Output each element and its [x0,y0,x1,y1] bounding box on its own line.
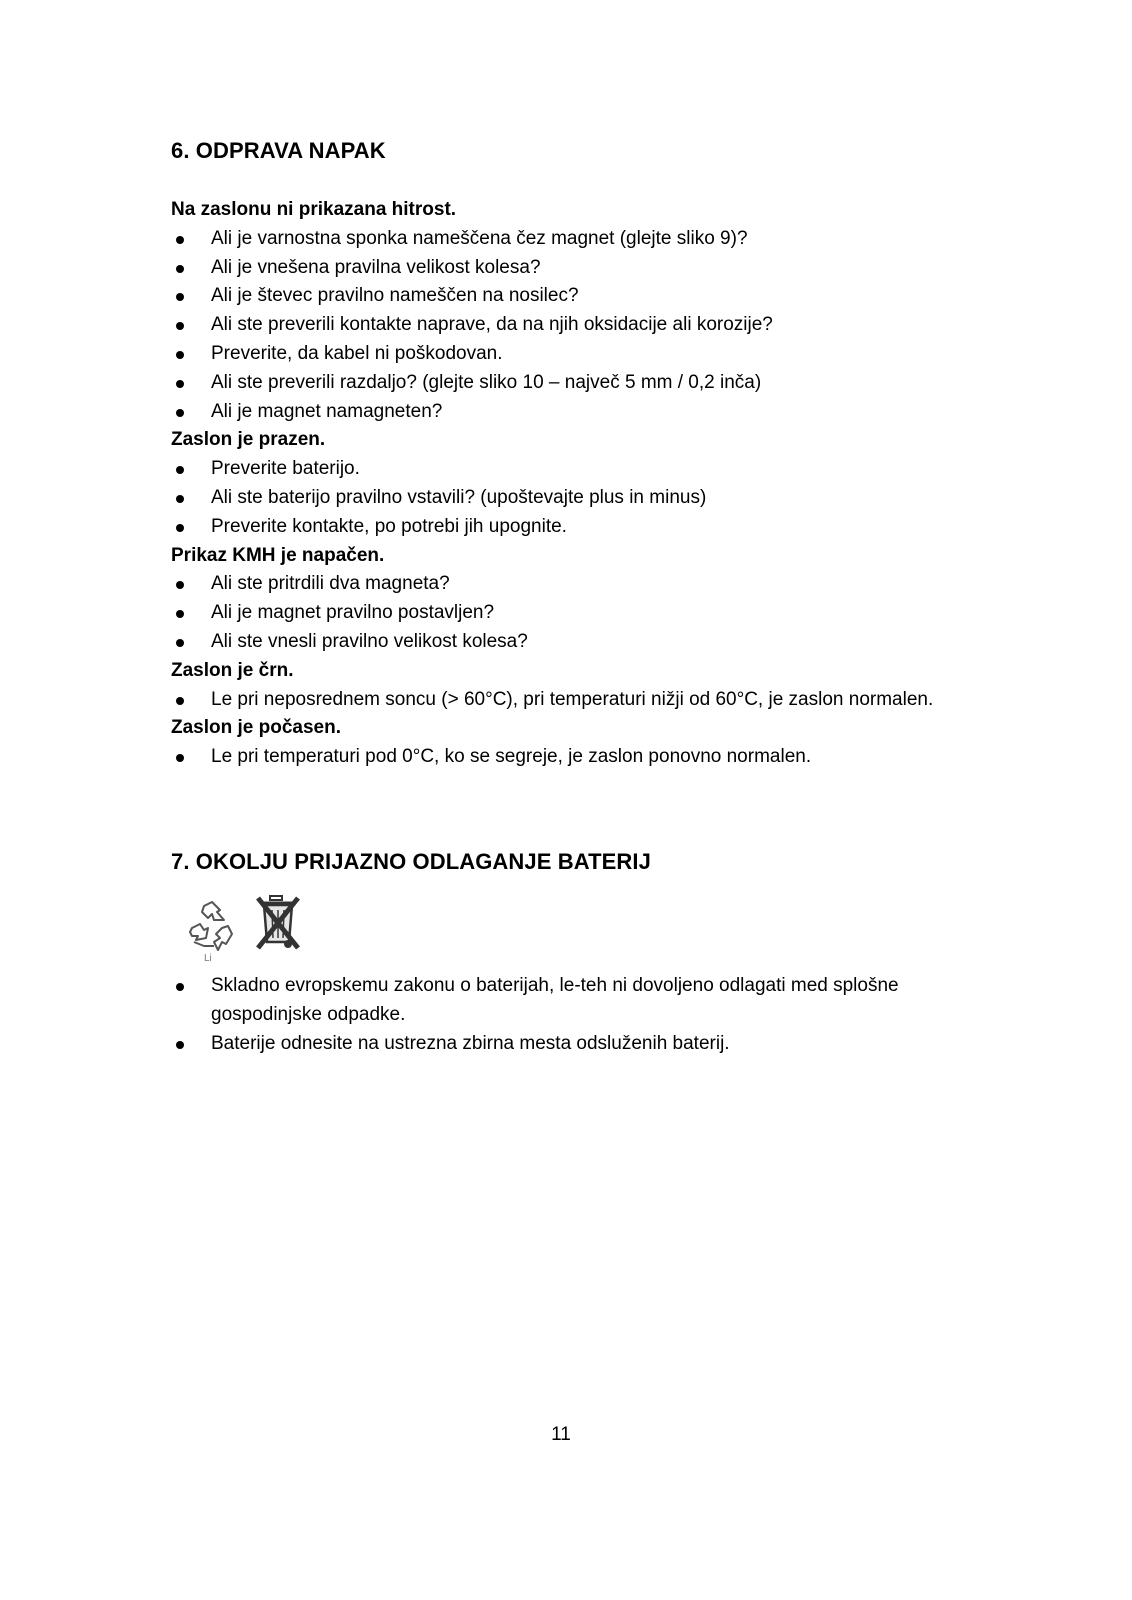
list-item-text: Ali ste baterijo pravilno vstavili? (upoštevajte plus in minus) [211,486,707,508]
list-item-text: Preverite kontakte, po potrebi jih upognite. [211,515,567,537]
troubleshooting-list [171,196,971,772]
document-page [171,0,971,1600]
bullet-icon [176,1041,184,1049]
bullet-icon [176,236,184,244]
list-item [171,484,971,513]
bullet-icon [176,754,184,762]
list-item [171,254,971,283]
list-item [171,972,971,1030]
bullet-icon [176,265,184,273]
section-6-heading: 6. ODPRAVA NAPAK [171,138,386,163]
group-title: Prikaz KMH je napačen. [171,544,385,566]
section-7-heading: 7. OKOLJU PRIJAZNO ODLAGANJE BATERIJ [171,849,651,874]
list-item-text: Ali ste preverili kontakte naprave, da na njih oksidacije ali korozije? [211,314,773,336]
list-item-text: Le pri temperaturi pod 0°C, ko se segreje, je zaslon ponovno normalen. [211,746,812,768]
list-item-text: Ali ste preverili razdaljo? (glejte sliko 10 – največ 5 mm / 0,2 inča) [211,371,762,393]
list-item [171,225,971,254]
list-item-text: Preverite, da kabel ni poškodovan. [211,342,503,364]
bullet-list [171,686,971,715]
list-item-text: Skladno evropskemu zakonu o baterijah, le-teh ni dovoljeno odlagati med splošne gospodinjske odpadke. [211,975,899,1025]
group-title: Zaslon je počasen. [171,717,341,739]
list-item [171,599,971,628]
group-title: Zaslon je prazen. [171,429,326,451]
bullet-icon [176,409,184,417]
list-item-text: Preverite baterijo. [211,458,360,480]
list-item [171,340,971,369]
bullet-icon [176,610,184,618]
list-item [171,628,971,657]
bullet-icon [176,983,184,991]
list-item [171,311,971,340]
list-item-text: Ali je števec pravilno nameščen na nosilec? [211,285,579,307]
bullet-icon [176,495,184,503]
bullet-icon [176,581,184,589]
disposal-icons [184,892,314,964]
list-item [171,570,971,599]
bullet-icon [176,697,184,705]
list-item [171,513,971,542]
list-item-text: Ali ste pritrdili dva magneta? [211,573,450,595]
recycle-icon [184,898,240,964]
battery-disposal-list [171,972,971,1058]
page-number: 11 [551,1424,571,1445]
bullet-list [171,225,971,427]
group-title: Zaslon je črn. [171,659,294,681]
list-item [171,1030,971,1059]
crossed-out-bin-icon [252,892,304,952]
bullet-icon [176,639,184,647]
list-item-text: Ali je varnostna sponka nameščena čez magnet (glejte sliko 9)? [211,227,748,249]
list-item [171,743,971,772]
list-item-text: Baterije odnesite na ustrezna zbirna mesta odsluženih baterij. [211,1032,730,1054]
list-item-text: Ali je magnet pravilno postavljen? [211,602,495,624]
bullet-icon [176,293,184,301]
bullet-icon [176,524,184,532]
list-item-text: Ali ste vnesli pravilno velikost kolesa? [211,630,528,652]
list-item-text: Ali je vnešena pravilna velikost kolesa? [211,256,541,278]
group-title: Na zaslonu ni prikazana hitrost. [171,199,457,220]
bullet-list [171,570,971,656]
list-item [171,398,971,427]
list-item [171,369,971,398]
recycle-icon-label: Li [204,953,212,964]
bullet-icon [176,380,184,388]
list-item [171,282,971,311]
bullet-icon [176,466,184,474]
bullet-list [171,743,971,772]
list-item [171,686,971,715]
list-item-text: Ali je magnet namagneten? [211,400,443,422]
list-item-text: Le pri neposrednem soncu (> 60°C), pri temperaturi nižji od 60°C, je zaslon normalen. [211,688,934,710]
bullet-icon [176,351,184,359]
bullet-list [171,972,971,1058]
list-item [171,455,971,484]
bullet-icon [176,322,184,330]
bullet-list [171,455,971,541]
